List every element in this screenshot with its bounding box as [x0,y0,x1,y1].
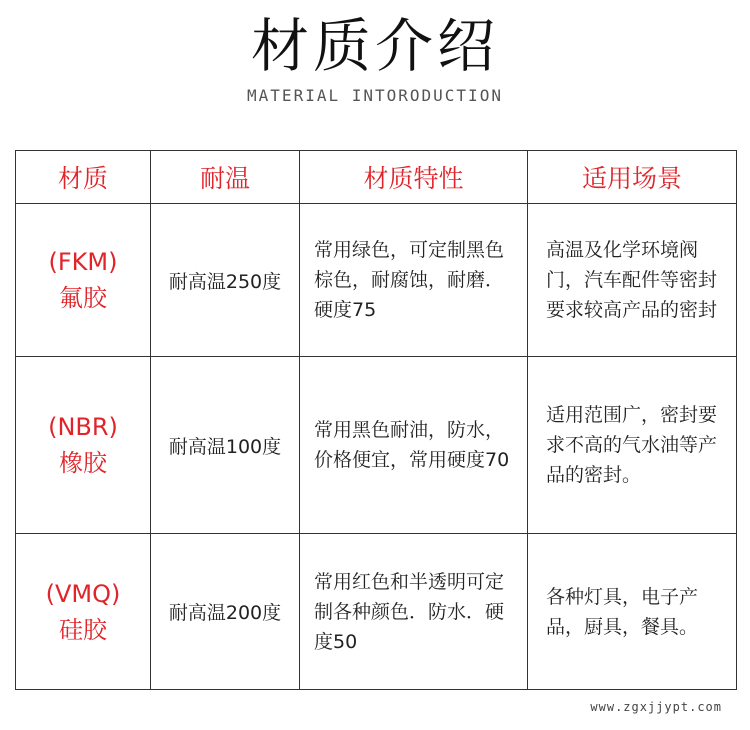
header-applications: 适用场景 [528,151,737,204]
material-cell [16,204,151,357]
applications-cell: 各种灯具，电子产品，厨具，餐具。 [528,534,737,690]
material-code: (FKM) [48,248,118,276]
temperature-cell: 耐高温200度 [151,534,300,690]
applications-cell: 高温及化学环境阀门，汽车配件等密封要求较高产品的密封 [528,204,737,357]
table-row [16,357,737,534]
material-code: (VMQ) [45,579,121,608]
material-code: (NBR) [48,413,118,441]
material-table [15,150,737,690]
material-name: 氟胶 [59,284,107,312]
temperature-cell: 耐高温250度 [151,204,300,357]
properties-cell: 常用黑色耐油，防水，价格便宜，常用硬度70 [300,357,528,534]
header-properties: 材质特性 [300,151,528,204]
properties-cell: 常用红色和半透明可定制各种颜色．防水．硬度50 [300,534,528,690]
material-name: 橡胶 [59,449,107,477]
page-subtitle: MATERIAL INTORODUCTION [247,86,503,105]
header-temperature: 耐温 [151,151,300,204]
material-name: 硅胶 [59,615,107,644]
page-title: 材质介绍 [250,12,499,80]
material-cell [16,357,151,534]
table-row [16,204,737,357]
table-header-row [16,151,737,204]
temperature-cell: 耐高温100度 [151,357,300,534]
table-row [16,534,737,690]
applications-cell: 适用范围广，密封要求不高的气水油等产品的密封。 [528,357,737,534]
site-watermark: www.zgxjjypt.com [590,700,722,714]
material-cell [16,534,151,690]
properties-cell: 常用绿色，可定制黑色棕色，耐腐蚀，耐磨．硬度75 [300,204,528,357]
header-material: 材质 [16,151,151,204]
